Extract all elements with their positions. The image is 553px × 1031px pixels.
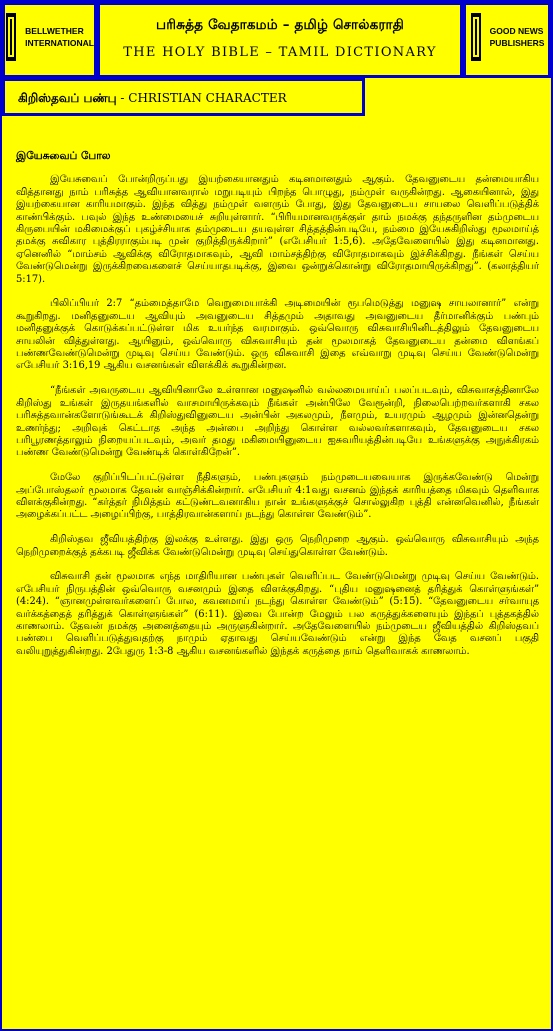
publisher-logo-right [463,2,551,78]
book-icon [5,13,17,61]
publisher-logo-left [2,2,97,78]
paragraph: மேலே குறிப்பிடப்பட்டுள்ள நீதிகளும், பண்புகளும் நம்முடையவையாக இருக்கவேண்டு மென்று அப்போஸ்தலர் மூலமாக தேவன் வாஞ்சிக்கின்றார். எபேசியர் 4:1வது வசனம் இந்தக் காரியத்தை மிகவும் தெளிவாக விளக்குகின்றது. “கர்த்தர் நிமித்தம் கட்டுண்டவனாகிய நான் உங்களுக்குச் சொல்லுகிற புத்தி என்னவெனில், நீங்கள் அழைக்கப்பட்ட அழைப்பிற்கு, பாத்திரவான்களாய் நடந்து கொள்ள வேண்டும்”. [16,472,539,521]
logo-right-line2: PUBLISHERS [489,38,545,48]
article-body [16,150,539,671]
paragraph: இயேசுவைப் போன்றிருப்பது இயற்கையானதும் கடினமானதும் ஆகும். தேவனுடைய தன்மையாகிய வித்தானது நாம் பரிசுத்த ஆவியானவரால் மறுபடியும் பிறந்த பொழுது, நம்முள் வருகின்றது. ஆகையினால், இது இயற்கையான காரியமாகும். இந்த வித்து நம்முள் வளரும் போது, இது தேவனுடைய சாயலை வெளிப்படுத்திக் காண்பிக்கும். பவுல் இந்த உண்மையைச் சுறியுள்ளார். “பிரியமானவருக்குள் தாம் நமக்கு தந்தருளின தம்முடைய கிருபையின் மகிமைக்குப் புகழ்ச்சியாக தம்முடைய தயவுள்ள சித்தத்தின்படியே, நம்மை இயேசுகிறிஸ்து மூலமாய்த் தமக்கு சுவிகார புத்திரராகும்படி முன் குறித்திருக்கிறார்” (எபேசியர் 1:5,6). அதேவேளையில் இது கடினமானது. ஏனெனில் “மாம்சம் ஆவிக்கு விரோதமாகவும், ஆவி மாம்சத்திற்கு விரோதமாகவும் இச்சிக்கிறது. நீங்கள் செய்ய வேண்டுமென்று இருக்கிறவைகளைச் செய்யாதபடிக்கு, இவை ஒன்றுக்கொன்று விரோதமாயிருக்கிறது”. (கலாத்தியர் 5:17). [16,174,539,285]
logo-left-line2: INTERNATIONAL [25,38,94,48]
logo-left-text [25,25,94,49]
title-english: THE HOLY BIBLE – TAMIL DICTIONARY [123,45,437,60]
paragraph: விசுவாசி தன் மூலமாக எந்த மாதிரியான பண்புகள் வெளிப்பட வேண்டுமென்று முடிவு செய்ய வேண்டும். எபேசியர் நிருபத்தின் ஒவ்வொரு வசனமும் இதை விளக்குகிறது. “புதிய மனுஷனைத் தரித்துக் கொள்ளுங்கள்” (4:24). “ஞானமுள்ளவர்களைப் போல, கவனமாய் நடந்து கொள்ள வேண்டும்” (5:15). “தேவனுடைய சர்வாயுத வர்க்கத்தைத் தரித்துக் கொள்ளுங்கள்” (6:11). இவை போன்ற மேலும் பல கருத்துக்களையும் இந்தப் புத்தகத்தில் காணலாம். தேவன் நமக்கு அனைத்தையும் அருளுகின்றார். அதேவேளையில் நம்முடைய ஜீவியத்தில் கிறிஸ்தவப் பண்பை வெளிப்படுத்துவதற்கு நாமும் ஏதாவது செய்யவேண்டும் என்று இந்த வேத வசனப் பகுதி வலியுறுத்துகின்றது. 2பேதுரு 1:3-8 ஆகிய வசனங்களில் இந்தக் கருத்தை நாம் தெளிவாகக் காணலாம். [16,571,539,657]
logo-right-line1: GOOD NEWS [489,26,544,36]
title-tamil: பரிசுத்த வேதாகமம் – தமிழ் சொல்கராதி [156,17,404,33]
book-icon [470,13,482,61]
logo-right-text [490,25,545,49]
page-header [97,2,463,78]
article-subheading: இயேசுவைப் போல [16,150,111,162]
paragraph: “நீங்கள் அவருடைய ஆவியினாலே உள்ளான மனுஷனில் வல்லமையாய்ப் பலப்படவும், விசுவாசத்தினாலே கிறிஸ்து உங்கள் இருதயங்களில் வாசமாயிருக்கவும் நீங்கள் அன்பிலே வேரூன்றி, நிலைபெற்றவர்களாகி சகல பரிசுத்தவான்களோடுங்கூடக் கிறிஸ்துவினுடைய அன்பின் அகலமும், நீளமும், உயரமும் ஆழமும் இன்னதென்று உணர்ந்து; அறிவுக் கெட்டாத அந்த அன்பை அறிந்து கொள்ள வல்லவர்களாகவும், தேவனுடைய சகல பரிபூரணத்தாலும் நிறையப்படவும், அவர் தமது மகிமையினுடைய ஐசுவரியத்தின்படியே உங்களுக்கு அநுக்கிரகம் பண்ண வேண்டுமென்று வேண்டிக் கொள்கிறேன்”. [16,385,539,459]
section-title-separator: - [116,91,129,105]
paragraph: கிறிஸ்தவ ஜீவியத்திற்கு இலக்கு உள்ளது. இது ஒரு நெறிமுறை ஆகும். ஒவ்வொரு விசுவாசியும் அந்த நெறிமுறைக்குத் தக்கபடி ஜீவிக்க வேண்டுமென்று முடிவு செய்துகொள்ள வேண்டும். [16,534,539,558]
section-title [18,91,287,107]
section-title-english: CHRISTIAN CHARACTER [128,91,287,105]
logo-left-line1: BELLWETHER [25,26,84,36]
paragraph: பிலிப்பியர் 2:7 “தம்மைத்தாமே வெறுமையாக்கி அடிமையின் ரூபமெடுத்து மனுஷ சாயலானார்” என்று கூறுகிறது. மனிதனுடைய ஆவியும் அவனுடைய சித்தமும் அதாவது அவனுடைய தீர்மானிக்கும் பண்பும் மனிதனுக்குக் கொடுக்கப்பட்டுள்ள மிக உயர்ந்த வரமாகும். ஒவ்வொரு விசுவாசியினிடத்திலும் தேவனுடைய சாயலின் வித்துள்ளது. ஆயினும், ஒவ்வொரு விசுவாசியும் தன் மூலமாகத் தேவனுடைய தன்மை விளங்கப் பண்ணவேண்டுமென்று முடிவு செய்ய வேண்டும். ஒரு விசுவாசி இதை எவ்வாறு முடிவு செய்ய வேண்டுமென்று எபேசியர் 3:16,19 ஆகிய வசனங்கள் விளக்கிக் கூறுகின்றன. [16,298,539,372]
section-title-box [2,78,365,116]
section-title-tamil: கிறிஸ்தவப் பண்பு [18,91,117,105]
